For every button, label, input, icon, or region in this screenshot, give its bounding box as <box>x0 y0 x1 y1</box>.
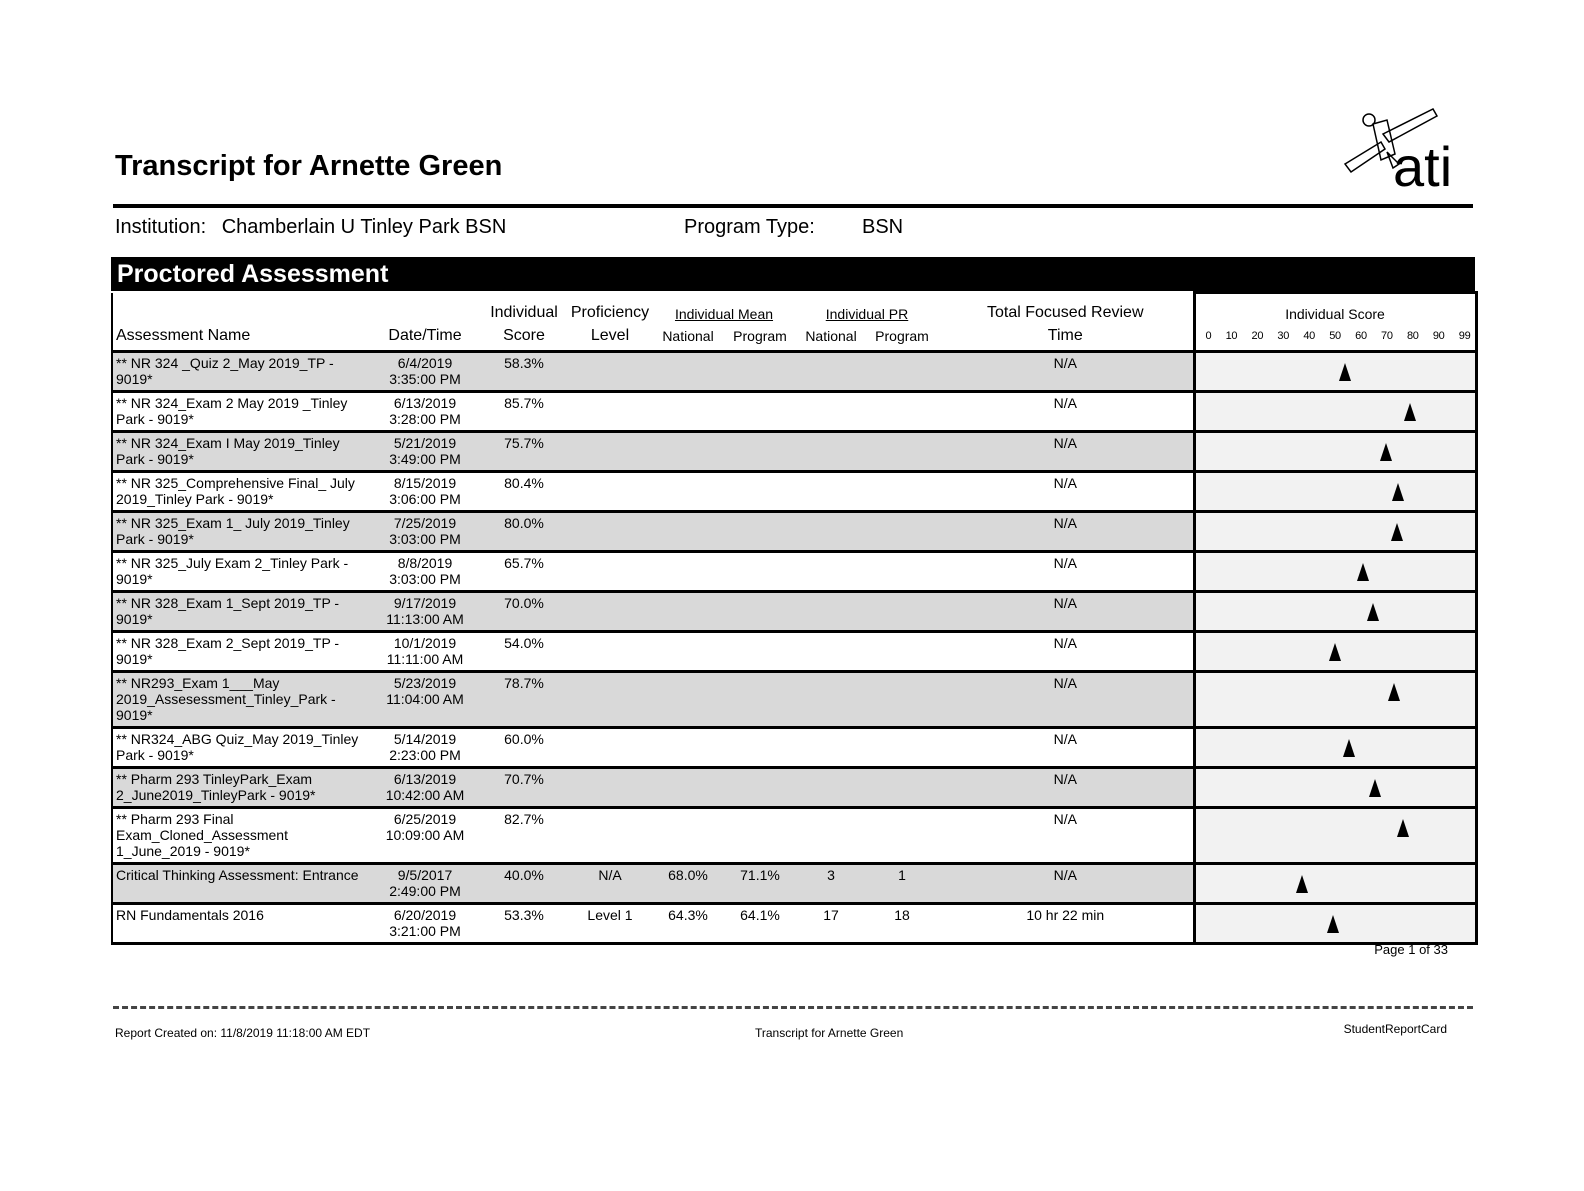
score-marker-cell <box>1194 512 1476 552</box>
individual-score: 78.7% <box>480 672 568 728</box>
mean-program <box>724 472 796 512</box>
focused-review-time: N/A <box>938 392 1194 432</box>
focused-review-time: N/A <box>938 472 1194 512</box>
institution-label: Institution: <box>115 216 207 238</box>
col-pr-national: National <box>805 328 857 344</box>
proficiency-level <box>568 768 652 808</box>
pr-program <box>866 392 938 432</box>
mean-national <box>652 352 724 392</box>
col-mean-national: National <box>662 328 714 344</box>
focused-review-time: N/A <box>938 592 1194 632</box>
individual-score: 54.0% <box>480 632 568 672</box>
mean-national <box>652 672 724 728</box>
score-marker <box>1369 779 1381 797</box>
mean-program <box>724 768 796 808</box>
date-time: 7/25/2019 3:03:00 PM <box>370 512 480 552</box>
score-marker <box>1392 483 1404 501</box>
score-marker-cell <box>1194 592 1476 632</box>
pr-national <box>796 632 866 672</box>
proficiency-level <box>568 672 652 728</box>
focused-review-time: N/A <box>938 864 1194 904</box>
page-number: Page 1 of 33 <box>1374 942 1448 957</box>
pr-national <box>796 352 866 392</box>
pr-program <box>866 512 938 552</box>
header-rule <box>113 204 1473 208</box>
col-individual-pr: Individual PR <box>825 306 909 322</box>
individual-score: 60.0% <box>480 728 568 768</box>
col-focused-review-2: Time <box>1047 327 1083 344</box>
footer-divider <box>113 1006 1473 1009</box>
date-time: 6/4/2019 3:35:00 PM <box>370 352 480 392</box>
proficiency-level <box>568 352 652 392</box>
scale-tick: 10 <box>1225 330 1238 342</box>
table-row <box>112 512 1476 552</box>
individual-score: 40.0% <box>480 864 568 904</box>
scale-tick: 40 <box>1303 330 1315 342</box>
mean-national <box>652 808 724 864</box>
proficiency-level <box>568 512 652 552</box>
pr-national <box>796 432 866 472</box>
table-row <box>112 672 1476 728</box>
col-assessment-name: Assessment Name <box>112 322 370 352</box>
score-marker <box>1329 643 1341 661</box>
proficiency-level: N/A <box>568 864 652 904</box>
mean-national <box>652 432 724 472</box>
proctored-assessment-table <box>111 257 1475 945</box>
score-marker-cell <box>1194 632 1476 672</box>
pr-national <box>796 512 866 552</box>
col-proficiency-2: Level <box>590 327 630 344</box>
score-marker <box>1367 603 1379 621</box>
mean-national <box>652 472 724 512</box>
table-row <box>112 808 1476 864</box>
table-row <box>112 768 1476 808</box>
date-time: 6/13/2019 3:28:00 PM <box>370 392 480 432</box>
institution-value: Chamberlain U Tinley Park BSN <box>221 216 507 238</box>
score-marker <box>1391 523 1403 541</box>
focused-review-time: N/A <box>938 728 1194 768</box>
proficiency-level <box>568 808 652 864</box>
mean-national: 64.3% <box>652 904 724 944</box>
pr-program <box>866 592 938 632</box>
individual-score: 80.4% <box>480 472 568 512</box>
score-marker-cell <box>1194 432 1476 472</box>
table-row <box>112 864 1476 904</box>
assessment-name: ** NR 325_Comprehensive Final_ July 2019_Tinley Park - 9019* <box>112 472 370 512</box>
score-marker <box>1380 443 1392 461</box>
pr-program <box>866 728 938 768</box>
section-title: Proctored Assessment <box>111 257 1475 291</box>
focused-review-time: N/A <box>938 512 1194 552</box>
mean-national <box>652 728 724 768</box>
col-individual-score-2: Score <box>503 327 545 344</box>
individual-score: 70.0% <box>480 592 568 632</box>
score-marker <box>1343 739 1355 757</box>
date-time: 8/15/2019 3:06:00 PM <box>370 472 480 512</box>
individual-score: 65.7% <box>480 552 568 592</box>
assessment-name: ** NR324_ABG Quiz_May 2019_Tinley Park - 9019* <box>112 728 370 768</box>
score-scale <box>1194 322 1476 352</box>
page-title: Transcript for Arnette Green <box>115 150 503 182</box>
assessment-name: Critical Thinking Assessment: Entrance <box>112 864 370 904</box>
mean-national: 68.0% <box>652 864 724 904</box>
mean-national <box>652 512 724 552</box>
scale-tick: 70 <box>1381 330 1393 342</box>
mean-program <box>724 552 796 592</box>
pr-program: 1 <box>866 864 938 904</box>
individual-score: 82.7% <box>480 808 568 864</box>
pr-national <box>796 472 866 512</box>
scale-tick: 80 <box>1406 330 1419 342</box>
table-row <box>112 728 1476 768</box>
score-marker <box>1327 915 1339 933</box>
scale-tick: 0 <box>1205 330 1212 342</box>
score-marker-cell <box>1194 864 1476 904</box>
focused-review-time: N/A <box>938 432 1194 472</box>
individual-score: 53.3% <box>480 904 568 944</box>
date-time: 5/21/2019 3:49:00 PM <box>370 432 480 472</box>
scale-tick: 20 <box>1251 330 1264 342</box>
score-marker-cell <box>1194 352 1476 392</box>
score-marker-cell <box>1194 768 1476 808</box>
date-time: 10/1/2019 11:11:00 AM <box>370 632 480 672</box>
assessment-name: ** NR293_Exam 1___May 2019_Assesessment_Tinley_Park - 9019* <box>112 672 370 728</box>
table-row <box>112 592 1476 632</box>
score-marker <box>1397 819 1409 837</box>
pr-program <box>866 808 938 864</box>
proficiency-level <box>568 472 652 512</box>
assessment-name: ** Pharm 293 TinleyPark_Exam 2_June2019_TinleyPark - 9019* <box>112 768 370 808</box>
individual-score: 80.0% <box>480 512 568 552</box>
mean-program <box>724 512 796 552</box>
individual-score: 58.3% <box>480 352 568 392</box>
score-marker <box>1404 403 1416 421</box>
footer-title: Transcript for Arnette Green <box>755 1026 904 1040</box>
program-type-label: Program Type: <box>684 216 815 238</box>
mean-program <box>724 352 796 392</box>
pr-national <box>796 728 866 768</box>
proficiency-level <box>568 552 652 592</box>
focused-review-time: N/A <box>938 808 1194 864</box>
date-time: 9/5/2017 2:49:00 PM <box>370 864 480 904</box>
date-time: 5/14/2019 2:23:00 PM <box>370 728 480 768</box>
pr-program <box>866 672 938 728</box>
col-proficiency-1: Proficiency <box>570 304 650 321</box>
focused-review-time: N/A <box>938 768 1194 808</box>
pr-program <box>866 632 938 672</box>
assessment-name: ** NR 324 _Quiz 2_May 2019_TP - 9019* <box>112 352 370 392</box>
table-row <box>112 352 1476 392</box>
pr-program: 18 <box>866 904 938 944</box>
date-time: 6/20/2019 3:21:00 PM <box>370 904 480 944</box>
mean-national <box>652 592 724 632</box>
col-individual-score-chart: Individual Score <box>1194 293 1476 323</box>
scale-tick: 30 <box>1277 330 1290 342</box>
focused-review-time: N/A <box>938 352 1194 392</box>
assessment-name: ** NR 328_Exam 2_Sept 2019_TP - 9019* <box>112 632 370 672</box>
score-marker-cell <box>1194 472 1476 512</box>
date-time: 5/23/2019 11:04:00 AM <box>370 672 480 728</box>
pr-national <box>796 552 866 592</box>
col-focused-review-1: Total Focused Review <box>986 304 1144 321</box>
col-individual-mean: Individual Mean <box>674 306 774 322</box>
score-marker-cell <box>1194 552 1476 592</box>
institution-info <box>115 216 506 239</box>
scale-tick: 60 <box>1355 330 1367 342</box>
scale-tick: 90 <box>1432 330 1445 342</box>
proficiency-level <box>568 592 652 632</box>
assessment-name: ** NR 325_Exam 1_ July 2019_Tinley Park - 9019* <box>112 512 370 552</box>
mean-program: 71.1% <box>724 864 796 904</box>
mean-program <box>724 592 796 632</box>
date-time: 9/17/2019 11:13:00 AM <box>370 592 480 632</box>
score-marker <box>1296 875 1308 893</box>
score-marker-cell <box>1194 808 1476 864</box>
assessment-name: ** NR 324_Exam 2 May 2019 _Tinley Park - 9019* <box>112 392 370 432</box>
pr-national: 3 <box>796 864 866 904</box>
pr-program <box>866 472 938 512</box>
logo-text: ati <box>1393 135 1453 192</box>
mean-program <box>724 392 796 432</box>
score-marker <box>1357 563 1369 581</box>
col-date-time: Date/Time <box>388 327 462 344</box>
focused-review-time: 10 hr 22 min <box>938 904 1194 944</box>
pr-national <box>796 592 866 632</box>
table-row <box>112 392 1476 432</box>
pr-program <box>866 432 938 472</box>
assessment-name: ** NR 328_Exam 1_Sept 2019_TP - 9019* <box>112 592 370 632</box>
proficiency-level <box>568 632 652 672</box>
mean-program <box>724 808 796 864</box>
mean-program <box>724 672 796 728</box>
individual-score: 85.7% <box>480 392 568 432</box>
score-marker-cell <box>1194 672 1476 728</box>
date-time: 6/25/2019 10:09:00 AM <box>370 808 480 864</box>
assessment-name: ** NR 324_Exam I May 2019_Tinley Park - 9019* <box>112 432 370 472</box>
proficiency-level <box>568 432 652 472</box>
individual-score: 70.7% <box>480 768 568 808</box>
score-marker-cell <box>1194 728 1476 768</box>
table-row <box>112 552 1476 592</box>
pr-program <box>866 352 938 392</box>
pr-national <box>796 768 866 808</box>
date-time: 6/13/2019 10:42:00 AM <box>370 768 480 808</box>
score-marker <box>1339 363 1351 381</box>
proficiency-level: Level 1 <box>568 904 652 944</box>
pr-national: 17 <box>796 904 866 944</box>
pr-national <box>796 392 866 432</box>
program-type-value: BSN <box>862 216 904 238</box>
score-marker <box>1388 683 1400 701</box>
score-marker-cell <box>1194 392 1476 432</box>
scale-tick: 50 <box>1329 330 1341 342</box>
table-row <box>112 904 1476 944</box>
focused-review-time: N/A <box>938 672 1194 728</box>
col-pr-program: Program <box>875 328 929 344</box>
ati-logo <box>1343 104 1473 192</box>
pr-program <box>866 552 938 592</box>
mean-national <box>652 632 724 672</box>
col-mean-program: Program <box>733 328 787 344</box>
pr-program <box>866 768 938 808</box>
pr-national <box>796 672 866 728</box>
mean-national <box>652 552 724 592</box>
mean-national <box>652 392 724 432</box>
assessment-name: ** Pharm 293 Final Exam_Cloned_Assessment 1_June_2019 - 9019* <box>112 808 370 864</box>
report-created: Report Created on: 11/8/2019 11:18:00 AM EDT <box>115 1026 371 1040</box>
proficiency-level <box>568 392 652 432</box>
table-row <box>112 432 1476 472</box>
assessment-name: ** NR 325_July Exam 2_Tinley Park - 9019* <box>112 552 370 592</box>
scale-tick: 99 <box>1458 330 1471 342</box>
pr-national <box>796 808 866 864</box>
mean-program <box>724 728 796 768</box>
date-time: 8/8/2019 3:03:00 PM <box>370 552 480 592</box>
focused-review-time: N/A <box>938 632 1194 672</box>
mean-program <box>724 432 796 472</box>
mean-program: 64.1% <box>724 904 796 944</box>
focused-review-time: N/A <box>938 552 1194 592</box>
table-row <box>112 472 1476 512</box>
individual-score: 75.7% <box>480 432 568 472</box>
mean-national <box>652 768 724 808</box>
table-row <box>112 632 1476 672</box>
assessment-name: RN Fundamentals 2016 <box>112 904 370 944</box>
col-individual-score-1: Individual <box>490 304 558 321</box>
mean-program <box>724 632 796 672</box>
proficiency-level <box>568 728 652 768</box>
score-marker-cell <box>1194 904 1476 944</box>
report-name: StudentReportCard <box>1343 1022 1447 1036</box>
